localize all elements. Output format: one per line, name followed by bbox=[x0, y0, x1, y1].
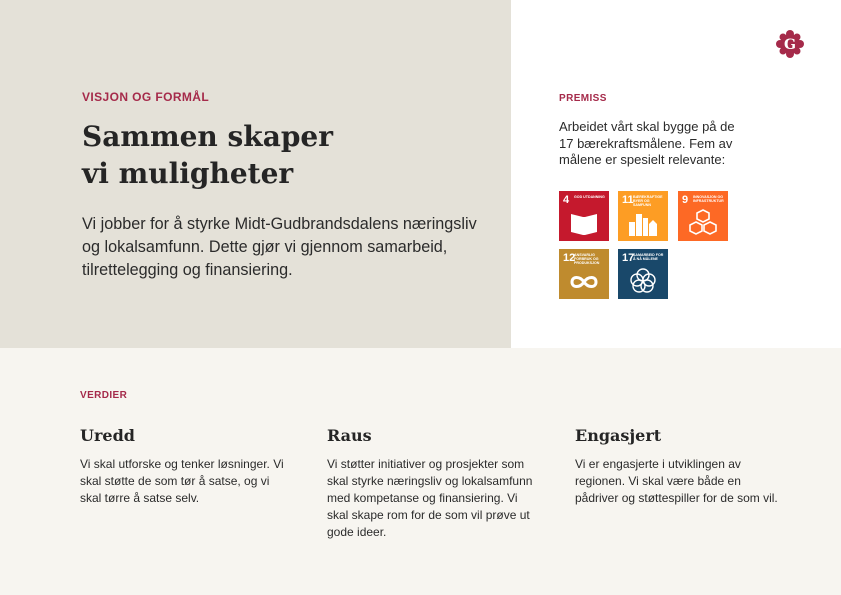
sdg-goal-label: SAMARBEID FOR Å NÅ MÅLENE bbox=[633, 253, 664, 262]
sdg-goal-label: GOD UTDANNING bbox=[574, 195, 605, 199]
vision-eyebrow: VISJON OG FORMÅL bbox=[82, 90, 210, 104]
infinity-icon bbox=[568, 266, 600, 296]
sdg-goal-4 bbox=[559, 191, 609, 241]
value-raus bbox=[327, 426, 537, 541]
vision-title-line-2: vi muligheter bbox=[82, 157, 294, 190]
sdg-goal-number: 9 bbox=[682, 194, 689, 206]
premise-section bbox=[511, 0, 841, 348]
sdg-goal-12 bbox=[559, 249, 609, 299]
vision-title bbox=[82, 118, 462, 192]
logo-letter: G bbox=[784, 37, 796, 53]
value-uredd bbox=[80, 426, 290, 507]
sdg-goal-label: BÆREKRAFTIGE BYER OG SAMFUNN bbox=[633, 195, 663, 208]
rings-icon bbox=[627, 266, 659, 296]
sdg-goal-label: INNOVASJON OG INFRASTRUKTUR bbox=[693, 195, 724, 204]
value-title: Engasjert bbox=[575, 426, 662, 445]
vision-section bbox=[0, 0, 511, 348]
sdg-goal-9 bbox=[678, 191, 728, 241]
premise-eyebrow: PREMISS bbox=[559, 93, 607, 104]
value-text: Vi støtter initiativer og prosjekter som skal styrke næringsliv og lokalsamfunn med kompetanse og finansiering. Vi skal skape rom for de som vil prøve ut gode ideer. bbox=[327, 457, 533, 539]
value-engasjert bbox=[575, 426, 785, 507]
values-section bbox=[0, 348, 841, 595]
book-icon bbox=[568, 208, 600, 238]
sdg-goal-17 bbox=[618, 249, 668, 299]
vision-body: Vi jobber for å styrke Midt-Gudbrandsdalens næringsliv og lokalsamfunn. Dette gjør vi gjennom samarbeid, tilrettelegging og finansiering. bbox=[82, 215, 477, 279]
vision-title-line-1: Sammen skaper bbox=[82, 120, 333, 153]
value-text: Vi skal utforske og tenker løsninger. Vi skal støtte de som tør å satse, og vi skal tørre å satse selv. bbox=[80, 457, 284, 505]
value-title: Uredd bbox=[80, 426, 135, 445]
value-title: Raus bbox=[327, 426, 372, 445]
sdg-goal-number: 4 bbox=[563, 194, 570, 206]
value-text: Vi er engasjerte i utviklingen av regionen. Vi skal være både en pådriver og støttespiller for de som vil. bbox=[575, 457, 778, 505]
sdg-goal-number: 17 bbox=[622, 252, 635, 264]
sdg-goal-number: 12 bbox=[563, 252, 576, 264]
sdg-goal-label: ANSVARLIG FORBRUK OG PRODUKSJON bbox=[574, 253, 600, 266]
logo-icon bbox=[775, 29, 805, 59]
cubes-icon bbox=[687, 208, 719, 238]
values-eyebrow: VERDIER bbox=[80, 390, 128, 401]
city-icon bbox=[627, 208, 659, 238]
sdg-goal-11 bbox=[618, 191, 668, 241]
sdg-goal-number: 11 bbox=[622, 194, 634, 206]
premise-body: Arbeidet vårt skal bygge på de 17 bærekraftsmålene. Fem av målene er spesielt relevante: bbox=[559, 119, 735, 167]
